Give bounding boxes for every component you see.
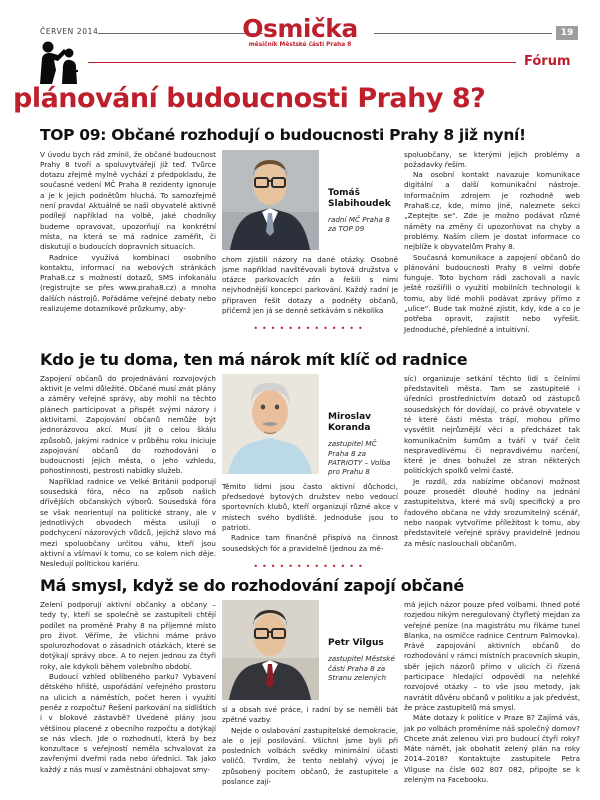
article-zeleni (40, 576, 580, 796)
page-headline: plánování budoucnosti Prahy 8? (13, 83, 486, 114)
author-role: radní MČ Praha 8 za TOP 09 (328, 215, 390, 234)
body-paragraph: Radnice tam finančně přispívá na činnost sousedských fór a pravidelně (jednou za mě- (222, 533, 398, 553)
portrait-photo-slabihoudek (222, 150, 319, 250)
body-paragraph: Zelení podporují aktivní občanky a občany – tedy ty, kteří se společně se zastupiteli chtějí podílet na proměně Prahy 8 na příjemné místo pro život. Věříme, že všichni máme právo spolurozhodovat o zásadních otázkách, které se dotýkají správy obce. A to nejen jednou za čtyři roky, ale kdykoli během volebního období. (40, 599, 216, 671)
dotted-separator: ••••••••••••• (253, 324, 367, 334)
masthead-title: Osmička (242, 14, 358, 43)
article-title: TOP 09: Občané rozhodují o budoucnosti Prahy 8 již nyní! (40, 126, 526, 144)
article-column (404, 600, 580, 796)
author-name: Petr Vilgus (328, 637, 384, 648)
author-role: zastupitel MČ Praha 8 za PATRIOTY – Volba pro Prahu 8 (328, 439, 391, 477)
article-patrioty (40, 350, 580, 572)
article-column (40, 600, 216, 796)
body-paragraph: Současná komunikace a zapojení občanů do plánování budoucnosti Prahy 8 velmi dobře funguje. Toto bychom rádi zachovali a navíc ještě rozšířili o využití mobilních technologií k tomu, aby lidé mohli podávat zprávy přímo z „ulice“. Bude tak možné zjistit, kdy, kde a co je potřeba opravit, zajistit nebo vyřešit. Jednoduché, přehledné a intuitivní. (404, 252, 580, 334)
article-top09 (40, 126, 580, 346)
article-column (222, 600, 398, 796)
body-paragraph: Na osobní kontakt navazuje komunikace digitální a další komunikační nástroje. Informačním zdrojem je rozhodně web Praha8.cz, kde, mimo jiné, naleznete sekci „Zeptejte se“. Zde je možno podávat různé náměty na změny či upozorňovat na chyby a problémy. Naším cílem je dostat informace co nejblíže k obyvatelům Prahy 8. (404, 170, 580, 252)
forum-rule (88, 62, 516, 63)
author-caption (328, 600, 398, 700)
author-caption (328, 374, 398, 477)
article-title: Kdo je tu doma, ten má nárok mít klíč od radnice (40, 349, 468, 369)
header-rule-right (374, 33, 552, 34)
body-paragraph: sl a obsah své práce, i radní by se neměli bát zpětné vazby. (222, 704, 398, 725)
article-title: Má smysl, když se do rozhodování zapojí občané (40, 575, 464, 595)
body-paragraph: Nejde o oslabování zastupitelské demokracie, ale o její posilování. Všichni jsme byli při posledních volbách svědky minimální účasti voličů. Tvrdím, že tento neblahý vývoj je způsobený pocitem občanů, že zastupitele a poslance zají- (222, 725, 398, 787)
portrait-photo-vilgus (222, 600, 319, 700)
body-paragraph: síc) organizuje setkání těchto lidí s čelními představiteli města. Tam se zastupitelé i úředníci prostřednictvím dotazů od zástupců sousedských fór dovídají, co právě obyvatele v té které části města trápí, mohou přímo vysvětlit nejrůznější věci a předcházet tak komunikačním šumům a tváří v tvář čelit nespravedlivému či nepravdivému narčení, které je dnes bohužel ze stran některých politických spolků velmi časté. (404, 373, 580, 476)
body-paragraph: Máte dotazy k politice v Praze 8? Zajímá vás, jak po volbách proměníme náš společný domov? Chcete znát zelenou vizi pro budoucí čtyři roky? Máte námět, jak obohatit zelený plán na roky 2014–2018? Kontaktujte zastupitele Petra Vilguse na čísle 602 807 082, připojte se k zeleným na Facebooku. (404, 713, 580, 785)
body-paragraph: Zapojení občanů do projednávání rozvojových aktivit je velmi důležité. Občané musí znát plány a záměry veřejné správy, aby mohli na těchto plánech participovat a přispět svými názory i aktivitami. Zapojování občanů nemůže být jednorázovou akcí. Musí jít o celou škálu způsobů, jakými radnice v průběhu roku iniciuje zapojování občanů do rozhodování o budoucnosti jejich města, o jeho vzhledu, pohostinnosti, pestrosti nabídky služeb. (40, 373, 216, 476)
masthead (0, 16, 600, 48)
author-name: Miroslav Koranda (328, 411, 372, 434)
masthead-subtitle: měsíčník Městské části Praha 8 (248, 42, 352, 48)
author-name: Tomáš Slabihoudek (328, 187, 391, 209)
body-paragraph: Například radnice ve Velké Británii podporují sousedská fóra, něco na způsob našich dřívějších občanských výborů. Sousedská fóra se však neorientují na politické strany, ale v jednotlivých obvodech města usilují o podchycení názorových vůdců, jejichž slovo má mezi spoluobčany určitou váhu, kteří jsou aktivní a všímaví k tomu, co se kolem nich děje. Nesledují politickou kariéru. (40, 476, 216, 569)
article-column (222, 374, 398, 572)
body-paragraph: Radnice využívá kombinaci osobního kontaktu, informací na webových stránkách Praha8.cz s možností dotazů, SMS infokanálu (registrujte se přes www.praha8.cz) a mnoha dalších nástrojů. Pořádáme veřejné debaty nebo realizujeme dotazníkové průzkumy, aby- (40, 252, 216, 314)
body-paragraph: má jejich názor pouze před volbami. Ihned poté rozjedou nikým neregulovaný čtyřletý mejdan za veřejné peníze (na magistrátu mu říkáme tunel Blanka, na osmičce radnice Centrum Palmovka). Právě zapojování aktivních občanů do rozhodování v rámci místních pracovních skupin, sběr jejich názorů přímo v ulicích či řízená participace hledající odpovědi na nelehké rozvojové otázky – to vše jsou metody, jak navrátit důvěru občanů v politiku a jak předvést, že práce zastupitelů má smysl. (404, 599, 580, 712)
body-paragraph: V úvodu bych rád zmínil, že občané budoucnost Prahy 8 tvoří a spoluvytvářejí již teď. Tvůrce dotazu zřejmě mylně vychází z předpokladu, že současné vedení MČ Praha 8 rezidenty ignoruje a je k jejich podnětům hluchá. To samozřejmě není pravda! Aktuálně se naši obyvatelé aktivně podílejí například na volbě, jaké chodníky budeme opravovat, upozorňují na konkrétní místa, na která se má radnice zaměřit, či diskutují o budoucích dopravních situacích. (40, 149, 216, 252)
page-number-badge: 19 (556, 26, 578, 40)
author-role: zastupitel Městské části Praha 8 za Stranu zelených (328, 654, 395, 682)
section-tag: Fórum (524, 54, 571, 69)
body-paragraph: chom zjistili názory na dané otázky. Osobně jsme například navštěvovali bytová družstva v otázce parkovacích zón a řešili s nimi nejvhodnější koncepci parkování. Každý radní je připraven řešit dotazy a podněty občanů, přičemž jen já se denně setkávám s několika (222, 254, 398, 316)
body-paragraph: Budoucí vzhled oblíbeného parku? Vybavení dětského hřiště, uspořádání veřejného prostoru na ulicích a náměstích, počet heren i využití peněz z rozpočtu? Řešení parkování na sídlištích i v blokové zástavbě? Uvedené plány jsou většinou placené z obecního rozpočtu a dotýkají se nás všech. Jde o rozhodnutí, která by bez konzultace s veřejností neměla schvalovat za zavřenými dveřmi rada nebo úředníci. Tak jako každý z nás musí v zaměstnání obhajovat smy- (40, 672, 216, 774)
articles-area (40, 126, 580, 800)
article-column (40, 150, 216, 346)
body-paragraph: spoluobčany, se kterými jejich problémy a požadavky řeším. (404, 149, 580, 169)
article-column (222, 150, 398, 346)
forum-discussion-icon (38, 40, 80, 88)
article-column (404, 374, 580, 572)
article-column (40, 374, 216, 572)
body-paragraph: Těmito lidmi jsou často aktivní důchodci, předsedové bytových družstev nebo vedoucí sportovních klubů, kteří organizují různé akce v místech svého bydliště. Jednoduše jsou to patrioti. (222, 481, 398, 532)
body-paragraph: Je rozdíl, zda nabízíme občanovi možnost pouze prosedět dlouhé hodiny na jednání zastupitelstva, které má svůj specifický a pro řadového občana ne vždy srozumitelný scénář, nebo naopak vytvoříme příležitost k tomu, aby představitelé veřejné správy pravidelně jednou za měsíc naslouchali občanům. (404, 476, 580, 548)
author-caption (328, 150, 398, 250)
portrait-photo-koranda (222, 374, 319, 474)
article-column (404, 150, 580, 346)
issue-date: ČERVEN 2014 (40, 27, 99, 36)
dotted-separator: ••••••••••••• (253, 561, 367, 571)
